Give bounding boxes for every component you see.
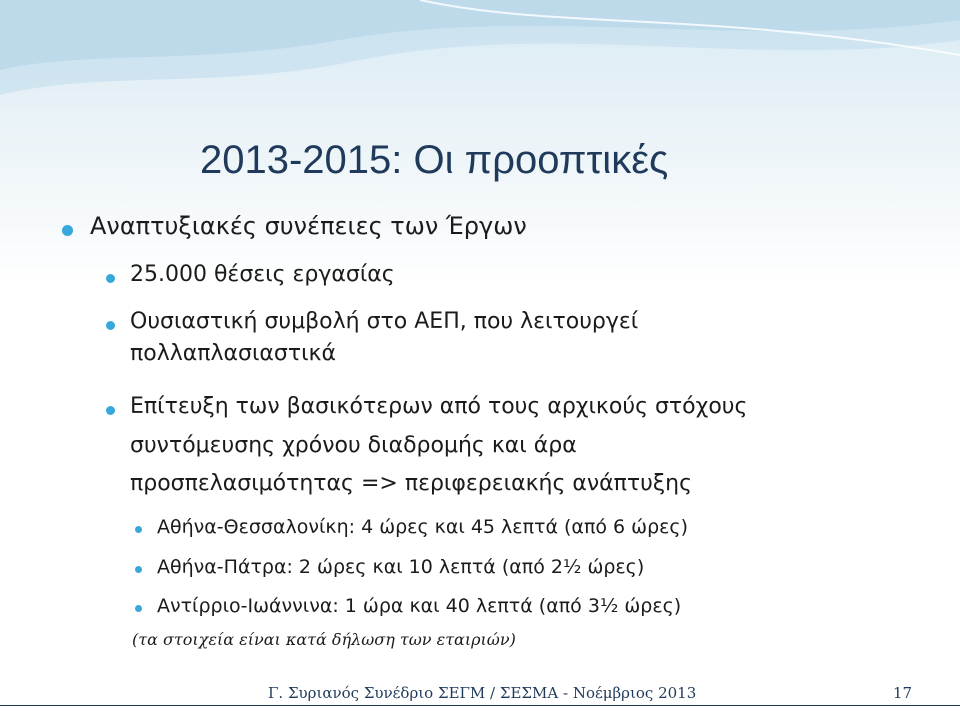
- bullet-icon: [135, 605, 142, 612]
- page-number: 17: [893, 684, 913, 702]
- level3-text: Αντίρριο-Ιωάννινα: 1 ώρα και 40 λεπτά (από 3½ ώρες): [157, 595, 682, 617]
- bullet-icon: [106, 321, 115, 330]
- level2-text-continuation: προσπελασιμότητας => περιφερειακής ανάπτυξης: [130, 471, 693, 496]
- bullet-icon: [106, 274, 115, 283]
- header-wave-decoration: [0, 0, 960, 150]
- bullet-icon: [135, 566, 142, 573]
- level1-text: Αναπτυξιακές συνέπειες των Έργων: [90, 212, 527, 240]
- level2-text-continuation: πολλαπλασιαστικά: [130, 341, 337, 366]
- slide-title: 2013-2015: Οι προοπτικές: [200, 138, 669, 182]
- level3-text: Αθήνα-Πάτρα: 2 ώρες και 10 λεπτά (από 2½ ώρες): [157, 556, 645, 578]
- bullet-icon: [106, 406, 115, 415]
- footer-author: Γ. Συριανός Συνέδριο ΣΕΓΜ / ΣΕΣΜΑ - Νοέμβριος 2013: [268, 684, 697, 702]
- level2-text-continuation: συντόμευσης χρόνου διαδρομής και άρα: [130, 433, 577, 458]
- bullet-icon: [135, 526, 142, 533]
- level2-text: Επίτευξη των βασικότερων από τους αρχικούς στόχους: [130, 394, 748, 419]
- bullet-icon: [62, 225, 73, 236]
- footer-divider: [0, 705, 960, 706]
- level3-text: Αθήνα-Θεσσαλονίκη: 4 ώρες και 45 λεπτά (από 6 ώρες): [157, 516, 688, 538]
- level2-text: Ουσιαστική συμβολή στο ΑΕΠ, που λειτουργεί: [130, 309, 639, 334]
- source-note: (τα στοιχεία είναι κατά δήλωση των εταιριών): [132, 630, 516, 649]
- level2-text: 25.000 θέσεις εργασίας: [130, 262, 395, 287]
